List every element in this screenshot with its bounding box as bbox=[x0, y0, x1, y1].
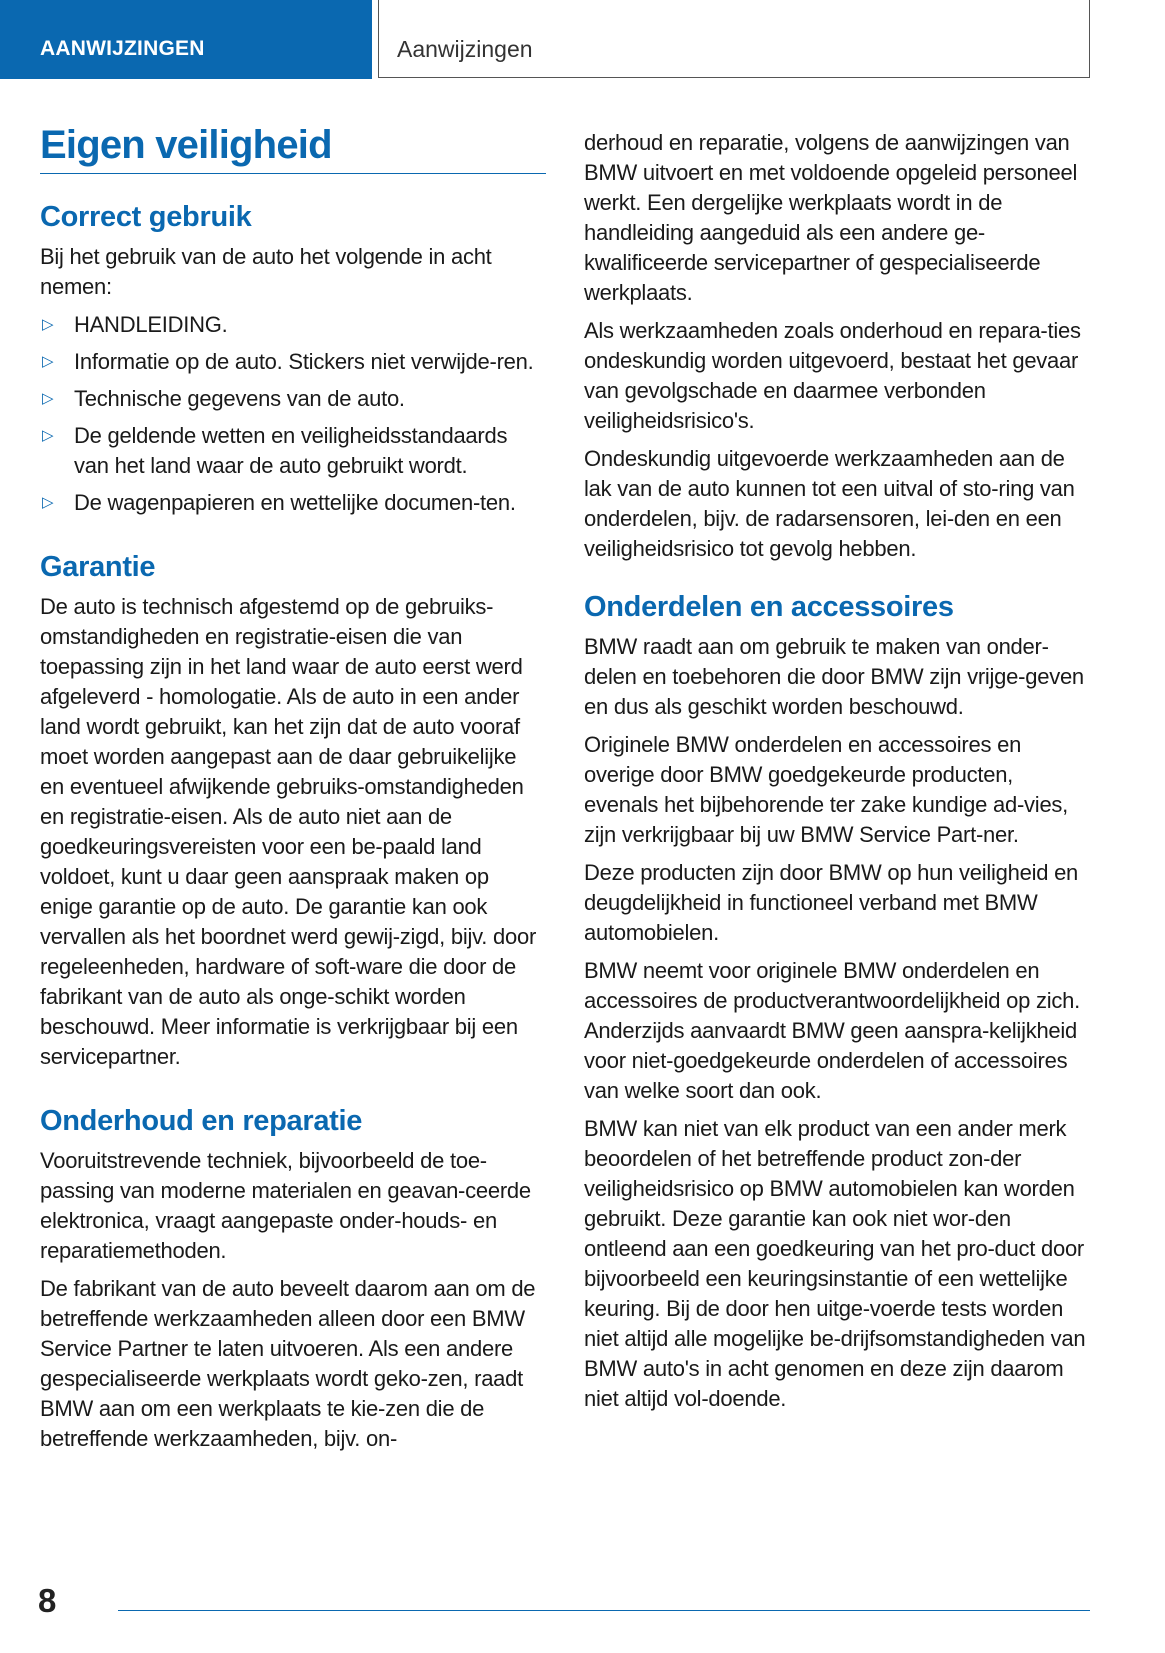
list-item-text: Technische gegevens van de auto. bbox=[74, 385, 405, 411]
triangle-bullet-icon: ▷ bbox=[42, 426, 54, 444]
paragraph: De auto is technisch afgestemd op de gebruiks-omstandigheden en registratie-eisen die van toepassing zijn in het land waar de auto eerst werd afgeleverd - homologatie. Als de auto in een ander land wordt gebruikt, kan het zijn dat de auto vooraf moet worden aangepast aan de daar gebruikelijke en eventueel afwijkende gebruiks-omstandigheden en registratie-eisen. Als de auto niet aan de goedkeuringsvereisten voor een be-paald land voldoet, kunt u daar geen aanspraak maken op enige garantie op de auto. De garantie kan ook vervallen als het boordnet werd gewij-zigd, bijv. door regeleenheden, hardware of soft-ware die door de fabrikant van de auto als onge-schikt worden beschouwd. Meer informatie is verkrijgbaar bij een servicepartner. bbox=[40, 593, 537, 1069]
paragraph: BMW raadt aan om gebruik te maken van onder-delen en toebehoren die door BMW zijn vrijge-geven en dus als geschikt worden beschouwd. bbox=[584, 633, 1084, 719]
list-item-text: De wagenpapieren en wettelijke documen-ten. bbox=[74, 489, 516, 515]
list-item-text: De geldende wetten en veiligheidsstandaards van het land waar de auto gebruikt wordt. bbox=[74, 422, 508, 478]
paragraph: Deze producten zijn door BMW op hun veiligheid en deugdelijkheid in functioneel verband met BMW automobielen. bbox=[584, 859, 1079, 945]
list-item bbox=[40, 384, 546, 414]
paragraph: derhoud en reparatie, volgens de aanwijzingen van BMW uitvoert en met voldoende opgeleid personeel werkt. Een dergelijke werkplaats wordt in de handleiding aangeduid als een andere ge-kwalificeerde servicepartner of gespecialiseerde werkplaats. bbox=[584, 130, 1078, 305]
heading-garantie: Garantie bbox=[40, 550, 156, 583]
list-item bbox=[40, 488, 546, 518]
page-title: Eigen veiligheid bbox=[40, 123, 546, 174]
list-item-text: Informatie op de auto. Stickers niet verwijde-ren. bbox=[74, 348, 534, 374]
paragraph: Originele BMW onderdelen en accessoires en overige door BMW goedgekeurde producten, evenals het bijbehorende ter zake kundige ad-vies, zijn verkrijgbaar bij uw BMW Service Part-ner. bbox=[584, 731, 1069, 847]
paragraph: Als werkzaamheden zoals onderhoud en repara-ties ondeskundig worden uitgevoerd, bestaat het gevaar van gevolgschade en daarmee verbonden veiligheidsrisico's. bbox=[584, 318, 1081, 433]
right-column bbox=[584, 128, 1090, 1422]
triangle-bullet-icon: ▷ bbox=[42, 352, 54, 370]
triangle-bullet-icon: ▷ bbox=[42, 493, 54, 511]
triangle-bullet-icon: ▷ bbox=[42, 389, 54, 407]
triangle-bullet-icon: ▷ bbox=[42, 315, 54, 333]
heading-correct-gebruik: Correct gebruik bbox=[40, 201, 252, 233]
chapter-header bbox=[378, 0, 1090, 78]
heading-onderdelen-en-accessoires: Onderdelen en accessoires bbox=[584, 591, 954, 623]
bullet-list bbox=[40, 310, 546, 518]
list-item bbox=[40, 421, 546, 481]
section-tab: AANWIJZINGEN bbox=[0, 0, 372, 79]
page-number: 8 bbox=[38, 1582, 57, 1619]
footer-divider bbox=[118, 1610, 1090, 1611]
paragraph: Bij het gebruik van de auto het volgende in acht nemen: bbox=[40, 243, 492, 299]
paragraph: BMW kan niet van elk product van een ander merk beoordelen of het betreffende product zon-der veiligheidsrisico op BMW automobielen kan worden gebruikt. Deze garantie kan ook niet wor-den ontleend aan een goedkeuring van het pro-duct door bijvoorbeeld een keuringsinstantie of een wettelijke keuring. Bij de door hen uitge-voerde tests worden niet altijd alle mogelijke be-drijfsomstandigheden van BMW auto's in acht genomen en deze zijn daarom niet altijd vol-doende. bbox=[584, 1115, 1086, 1411]
list-item-text: HANDLEIDING. bbox=[74, 311, 228, 337]
heading-onderhoud-en-reparatie: Onderhoud en reparatie bbox=[40, 1104, 363, 1137]
paragraph: Vooruitstrevende techniek, bijvoorbeeld de toe-passing van moderne materialen en geavan-ceerde elektronica, vraagt aangepaste onder-houds- en reparatiemethoden. bbox=[40, 1147, 531, 1263]
list-item bbox=[40, 347, 546, 377]
list-item bbox=[40, 310, 546, 340]
paragraph: BMW neemt voor originele BMW onderdelen en accessoires de productverantwoordelijkheid op zich. Anderzijds aanvaardt BMW geen aanspra-kelijkheid voor niet-goedgekeurde onderdelen of accessoires van welke soort dan ook. bbox=[584, 957, 1080, 1103]
left-column bbox=[40, 123, 546, 1462]
paragraph: De fabrikant van de auto beveelt daarom aan om de betreffende werkzaamheden alleen door een BMW Service Partner te laten uitvoeren. Als een andere gespecialiseerde werkplaats wordt geko-zen, raadt BMW aan om een werkplaats te kie-zen die de betreffende werkzaamheden, bijv. on- bbox=[40, 1275, 536, 1451]
paragraph: Ondeskundig uitgevoerde werkzaamheden aan de lak van de auto kunnen tot een uitval of sto-ring van onderdelen, bijv. de radarsensoren, lei-den en een veiligheidsrisico tot gevolg hebben. bbox=[584, 446, 1075, 561]
chapter-title: Aanwijzingen bbox=[397, 36, 533, 62]
